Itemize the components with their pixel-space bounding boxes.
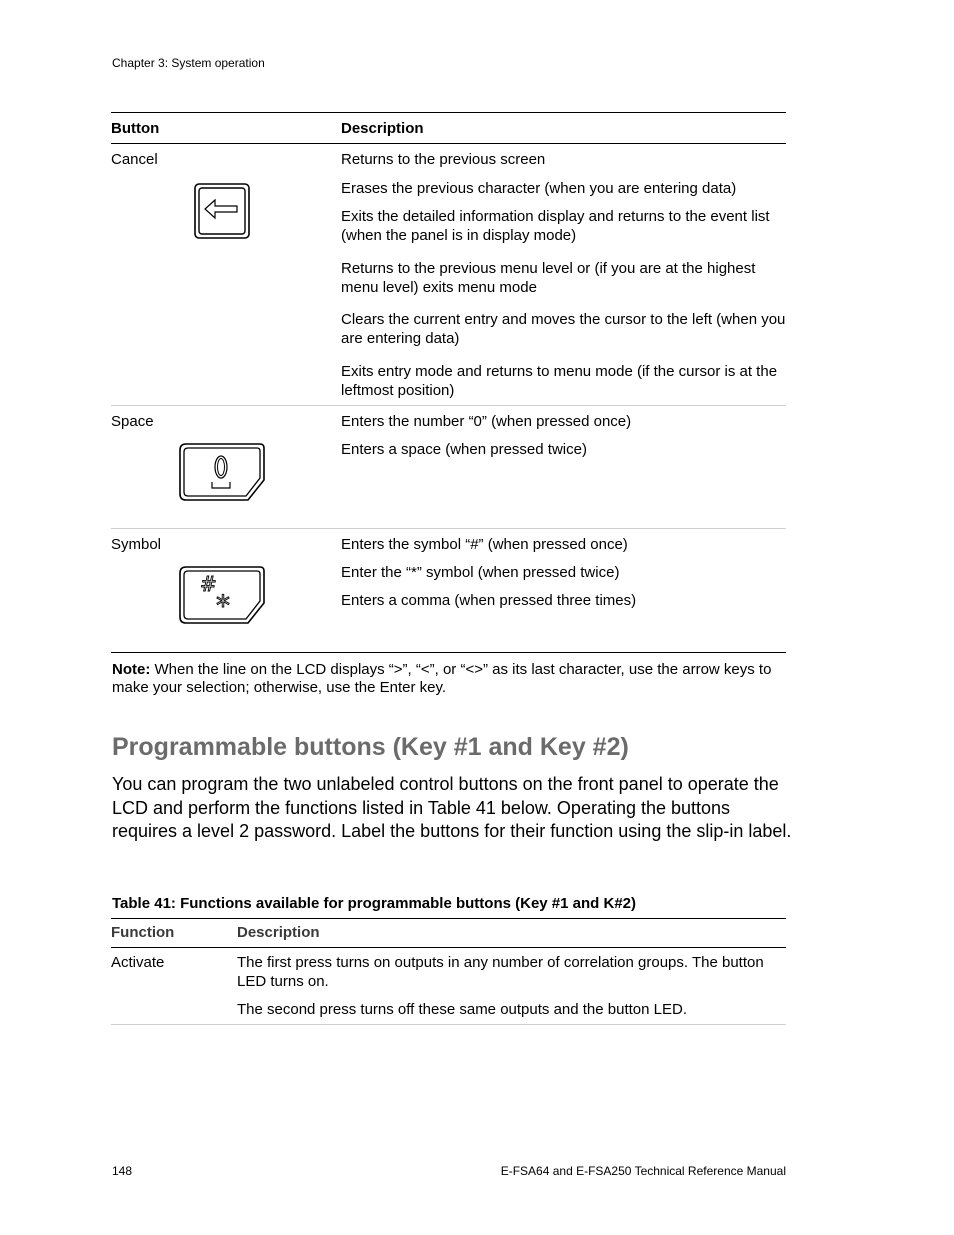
cancel-desc-line-6: Exits entry mode and returns to menu mode (if the cursor is at the leftmost position)	[341, 363, 778, 399]
cancel-desc-line-4: Returns to the previous menu level or (if you are at the highest menu level) exits menu mode	[341, 260, 756, 296]
col-header-function: Function	[111, 919, 237, 948]
function-table-header	[111, 919, 786, 948]
space-desc-line-2: Enters a space (when pressed twice)	[341, 441, 587, 458]
svg-text:*: *	[216, 589, 230, 622]
body-paragraph: You can program the two unlabeled control buttons on the front panel to operate the LCD and perform the functions listed in Table 41 below. Operating the buttons requires a level 2 password. Label the buttons for their function using the slip-in label.	[112, 774, 792, 841]
cancel-desc-line-5: Clears the current entry and moves the cursor to the left (when you are entering data)	[341, 311, 786, 347]
col-header-description: Description	[237, 919, 786, 948]
activate-desc-line-1: The first press turns on outputs in any number of correlation groups. The button LED turns on.	[237, 954, 764, 990]
table-row-activate	[111, 948, 786, 1025]
function-name: Activate	[111, 948, 237, 1025]
button-name: Space	[111, 413, 154, 430]
function-table	[111, 918, 786, 1025]
table-row-cancel	[111, 144, 786, 406]
cancel-desc-line-3: Exits the detailed information display and returns to the event list (when the panel is in display mode)	[341, 208, 770, 244]
note-label: Note:	[112, 661, 151, 678]
svg-text:#: #	[200, 572, 217, 596]
col-header-description: Description	[341, 113, 786, 144]
page-number: 148	[112, 1164, 133, 1178]
symbol-desc-line-2: Enter the “*” symbol (when pressed twice)	[341, 564, 620, 581]
symbol-desc-line-1: Enters the symbol “#” (when pressed once)	[341, 536, 628, 553]
cancel-desc-line-2: Erases the previous character (when you are entering data)	[341, 180, 737, 197]
space-zero-key-icon	[178, 442, 268, 504]
button-name: Cancel	[111, 151, 158, 168]
symbol-desc-line-3: Enters a comma (when pressed three times)	[341, 592, 637, 609]
activate-desc-line-2: The second press turns off these same outputs and the button LED.	[237, 1001, 687, 1018]
symbol-key-icon	[178, 565, 268, 627]
section-title: Programmable buttons (Key #1 and Key #2)	[112, 733, 629, 761]
note	[112, 661, 787, 697]
table-row-space	[111, 406, 786, 529]
button-table-header	[111, 113, 786, 144]
space-desc-line-1: Enters the number “0” (when pressed once)	[341, 413, 632, 430]
button-name: Symbol	[111, 536, 162, 553]
manual-title: E-FSA64 and E-FSA250 Technical Reference Manual	[500, 1164, 786, 1178]
table-row-symbol	[111, 529, 786, 653]
cancel-desc-line-1: Returns to the previous screen	[341, 151, 546, 168]
chapter-header: Chapter 3: System operation	[112, 56, 265, 70]
col-header-button: Button	[111, 113, 341, 144]
table-caption: Table 41: Functions available for programmable buttons (Key #1 and K#2)	[112, 895, 637, 912]
cancel-key-icon	[193, 182, 253, 242]
note-text: When the line on the LCD displays “>”, “<”, or “<>” as its last character, use the arrow keys to make your selection; otherwise, use the Enter key.	[112, 661, 772, 696]
button-table	[111, 112, 786, 653]
